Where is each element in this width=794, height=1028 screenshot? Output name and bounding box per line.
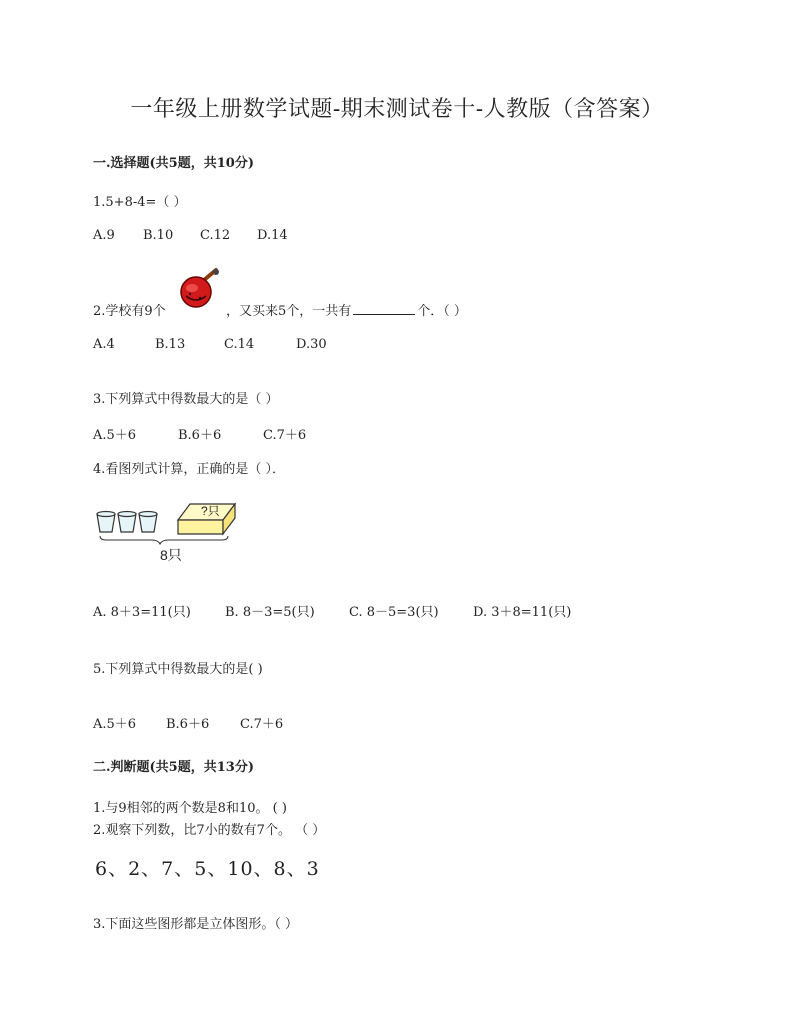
section2-heading: 二.判断题(共5题，共13分): [93, 760, 254, 775]
question-2-1: 1.与9相邻的两个数是8和10。 ( ): [93, 801, 287, 816]
q1-2-option-d: D.30: [296, 337, 327, 352]
q1-1-option-c: C.12: [200, 228, 231, 243]
question-2-2: 2.观察下列数，比7小的数有7个。 （ ）: [93, 823, 326, 838]
cup-icon: [97, 512, 115, 533]
cup-icon: [118, 512, 136, 533]
q1-1-option-d: D.14: [257, 228, 288, 243]
cup-icon: [139, 512, 157, 533]
q1-4-option-a: A. 8＋3=11(只): [93, 605, 191, 620]
answer-blank: [353, 302, 415, 315]
question-1-2-before: 2.学校有9个: [93, 304, 166, 319]
ping-pong-paddle-icon: [178, 266, 224, 312]
q1-4-option-d: D. 3＋8=11(只): [473, 605, 572, 620]
q1-2-option-b: B.13: [155, 337, 186, 352]
q1-3-option-c: C.7＋6: [263, 428, 307, 443]
q1-2-option-a: A.4: [93, 337, 115, 352]
question-1-4: 4.看图列式计算，正确的是（ ）．: [93, 462, 286, 477]
total-count-label: 8只: [160, 547, 182, 563]
q1-3-option-a: A.5＋6: [93, 428, 137, 443]
q1-4-option-c: C. 8－5=3(只): [349, 605, 439, 620]
question-1-3: 3.下列算式中得数最大的是（ ）: [93, 392, 279, 407]
q2-after-text: 个．（ ）: [417, 304, 467, 319]
page-title: 一年级上册数学试题-期末测试卷十-人教版（含答案）: [130, 97, 664, 122]
q1-3-option-b: B.6＋6: [178, 428, 222, 443]
q1-1-option-b: B.10: [143, 228, 174, 243]
q1-5-option-b: B.6＋6: [166, 717, 210, 732]
q1-5-option-c: C.7＋6: [240, 717, 284, 732]
q2-middle-text: ，又买来5个，一共有: [226, 304, 352, 319]
question-2-3: 3.下面这些图形都是立体图形。（ ）: [93, 917, 299, 932]
section1-heading: 一.选择题(共5题，共10分): [93, 156, 254, 171]
q1-5-option-a: A.5＋6: [93, 717, 137, 732]
box-unknown-label: ?只: [201, 504, 220, 518]
number-sequence: 6、2、7、5、10、8、3: [95, 858, 320, 880]
q1-1-option-a: A.9: [93, 228, 115, 243]
question-1-5: 5.下列算式中得数最大的是( ): [93, 662, 263, 677]
question-1-2-middle: [226, 300, 467, 319]
q1-4-option-b: B. 8－3=5(只): [225, 605, 315, 620]
q1-2-option-c: C.14: [224, 337, 255, 352]
question-1-1: 1.5+8-4=（ ）: [93, 195, 187, 210]
